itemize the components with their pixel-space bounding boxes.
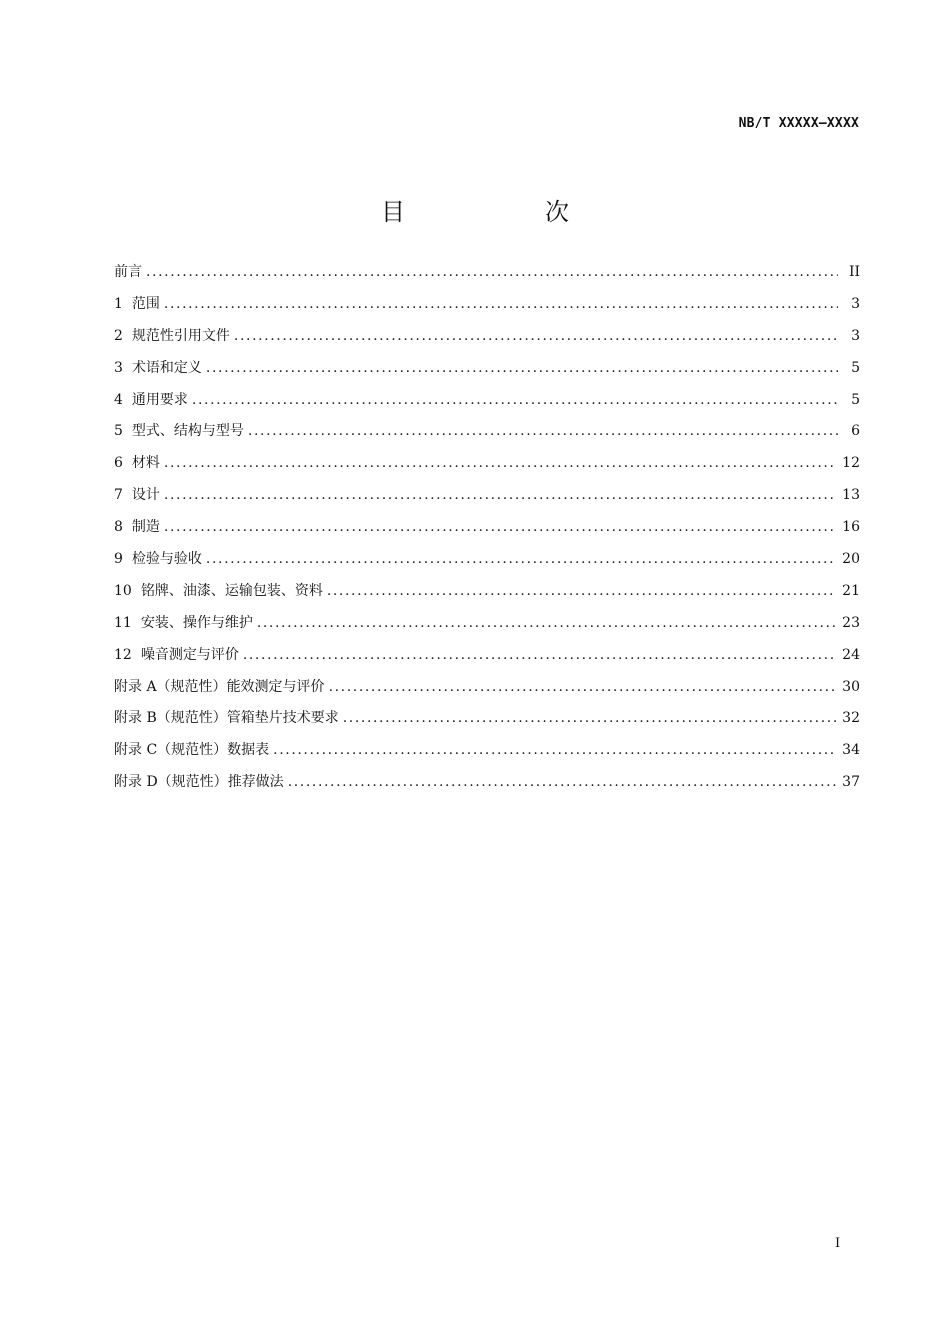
toc-entry-number: 11 bbox=[114, 614, 132, 631]
toc-entry-page: 5 bbox=[851, 359, 860, 376]
toc-entry-number: 9 bbox=[114, 551, 123, 568]
toc-entry-page: 12 bbox=[842, 455, 860, 472]
toc-leader-dots bbox=[164, 294, 838, 314]
appendix-title: 数据表 bbox=[227, 742, 270, 759]
toc-entry-label: 规范性引用文件 bbox=[131, 327, 230, 344]
toc-entry-10[interactable] bbox=[114, 581, 860, 613]
toc-entry-page: 6 bbox=[851, 423, 860, 440]
toc-leader-dots bbox=[234, 326, 838, 346]
toc-entry-page: 34 bbox=[842, 742, 860, 759]
toc-entry-number: 4 bbox=[114, 391, 123, 408]
toc-appendix-b[interactable] bbox=[114, 708, 860, 740]
toc-entry-page: II bbox=[848, 264, 860, 280]
toc-entry-label: 材料 bbox=[131, 455, 160, 472]
toc-entry-number: 6 bbox=[114, 455, 123, 472]
appendix-prefix: 附录 D（规范性） bbox=[114, 774, 228, 791]
toc-entry-number: 7 bbox=[114, 487, 123, 504]
appendix-title: 能效测定与评价 bbox=[226, 678, 325, 695]
appendix-prefix: 附录 A（规范性） bbox=[114, 678, 227, 695]
toc-appendix-c[interactable] bbox=[114, 740, 860, 772]
toc-leader-dots bbox=[343, 708, 836, 728]
toc-entry-page: 37 bbox=[842, 774, 860, 791]
toc-leader-dots bbox=[327, 581, 836, 601]
toc-entry-12[interactable] bbox=[114, 645, 860, 677]
toc-leader-dots bbox=[288, 772, 836, 792]
toc-entry-page: 3 bbox=[851, 295, 860, 312]
toc-entry-2[interactable] bbox=[114, 326, 860, 358]
toc-entry-number: 3 bbox=[114, 359, 123, 376]
appendix-prefix: 附录 B（规范性） bbox=[114, 710, 227, 727]
toc-entry-4[interactable] bbox=[114, 390, 860, 422]
toc-appendix-a[interactable] bbox=[114, 677, 860, 709]
appendix-title: 管箱垫片技术要求 bbox=[226, 710, 339, 727]
toc-leader-dots bbox=[164, 517, 836, 537]
toc-entry-label: 噪音测定与评价 bbox=[140, 646, 239, 663]
toc-entry-page: 20 bbox=[842, 551, 860, 568]
toc-entry-page: 5 bbox=[851, 391, 860, 408]
page-title: 目 次 bbox=[381, 198, 627, 226]
toc-entry-foreword[interactable] bbox=[114, 262, 860, 294]
toc-entry-page: 16 bbox=[842, 519, 860, 536]
toc-entry-5[interactable] bbox=[114, 421, 860, 453]
toc-entry-label: 通用要求 bbox=[131, 391, 188, 408]
toc-leader-dots bbox=[206, 358, 838, 378]
toc-appendix-d[interactable] bbox=[114, 772, 860, 804]
table-of-contents bbox=[114, 262, 860, 804]
appendix-prefix: 附录 C（规范性） bbox=[114, 742, 228, 759]
toc-entry-1[interactable] bbox=[114, 294, 860, 326]
toc-leader-dots bbox=[329, 677, 837, 697]
toc-entry-page: 13 bbox=[842, 487, 860, 504]
toc-leader-dots bbox=[243, 645, 836, 665]
toc-entry-label: 设计 bbox=[131, 487, 160, 504]
toc-entry-page: 30 bbox=[842, 678, 860, 695]
toc-entry-11[interactable] bbox=[114, 613, 860, 645]
toc-entry-page: 24 bbox=[842, 646, 860, 663]
toc-entry-page: 21 bbox=[842, 582, 860, 599]
toc-leader-dots bbox=[192, 390, 838, 410]
toc-entry-label: 制造 bbox=[131, 519, 160, 536]
toc-entry-page: 23 bbox=[842, 614, 860, 631]
toc-entry-number: 2 bbox=[114, 327, 123, 344]
toc-entry-label: 安装、操作与维护 bbox=[140, 614, 253, 631]
toc-entry-9[interactable] bbox=[114, 549, 860, 581]
toc-entry-number: 8 bbox=[114, 519, 123, 536]
toc-entry-number: 1 bbox=[114, 295, 123, 312]
toc-entry-number: 12 bbox=[114, 646, 132, 663]
toc-entry-page: 32 bbox=[842, 710, 860, 727]
toc-entry-label: 范围 bbox=[131, 295, 160, 312]
document-code: NB/T XXXXX—XXXX bbox=[738, 116, 859, 131]
appendix-title: 推荐做法 bbox=[227, 774, 284, 791]
page-number: I bbox=[835, 1236, 841, 1251]
toc-entry-label: 铭牌、油漆、运输包装、资料 bbox=[140, 582, 323, 599]
toc-entry-label: 术语和定义 bbox=[131, 359, 202, 376]
toc-entry-number: 10 bbox=[114, 582, 132, 599]
toc-leader-dots bbox=[248, 421, 838, 441]
toc-leader-dots bbox=[164, 453, 836, 473]
toc-entry-3[interactable] bbox=[114, 358, 860, 390]
toc-entry-label: 前言 bbox=[114, 264, 142, 280]
toc-entry-7[interactable] bbox=[114, 485, 860, 517]
toc-entry-8[interactable] bbox=[114, 517, 860, 549]
toc-entry-6[interactable] bbox=[114, 453, 860, 485]
toc-leader-dots bbox=[146, 262, 838, 282]
toc-entry-label: 检验与验收 bbox=[131, 551, 202, 568]
toc-leader-dots bbox=[206, 549, 836, 569]
toc-entry-number: 5 bbox=[114, 423, 123, 440]
toc-leader-dots bbox=[164, 485, 836, 505]
toc-entry-page: 3 bbox=[851, 327, 860, 344]
toc-entry-label: 型式、结构与型号 bbox=[131, 423, 244, 440]
toc-leader-dots bbox=[273, 740, 836, 760]
toc-leader-dots bbox=[257, 613, 836, 633]
